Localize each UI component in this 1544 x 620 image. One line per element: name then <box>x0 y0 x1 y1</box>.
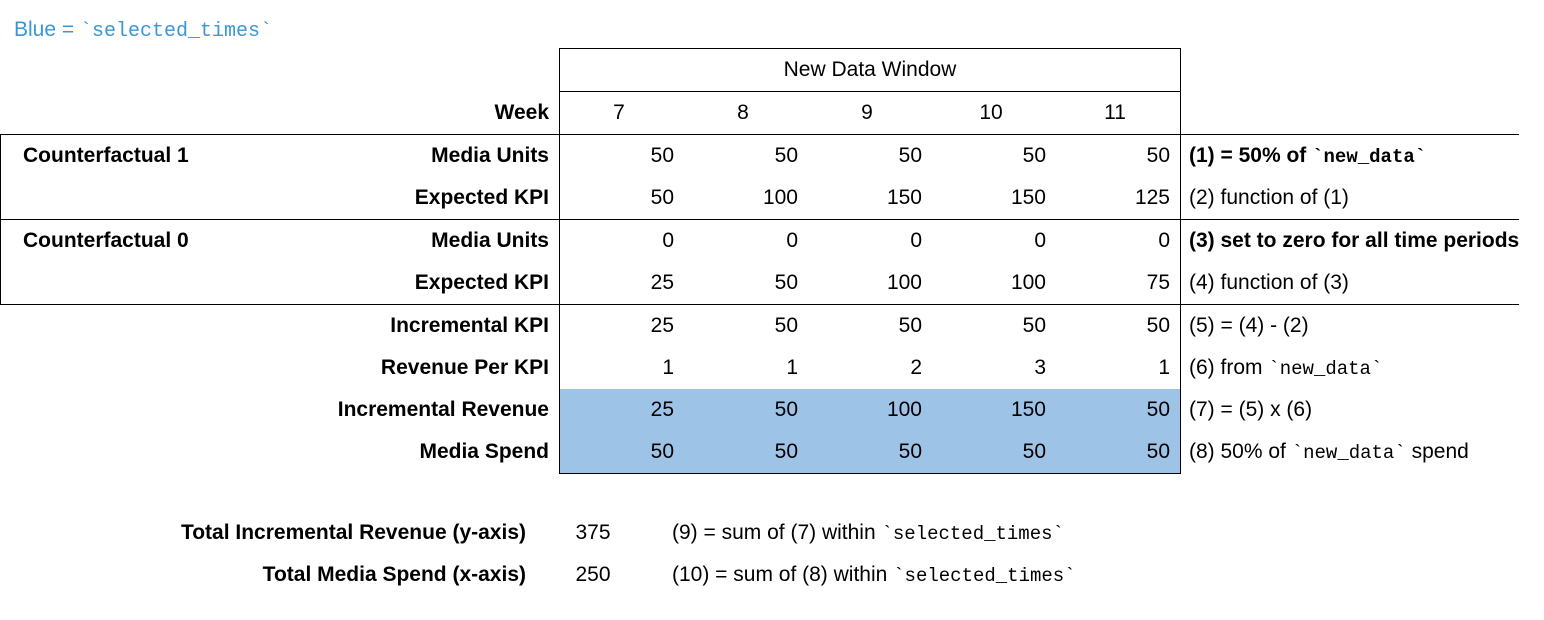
total-incremental-revenue-value: 375 <box>575 521 611 544</box>
cell-cf0-expected-kpi-w7: 25 <box>560 262 685 305</box>
row-label-incremental-revenue: Incremental Revenue <box>337 398 549 421</box>
table-row <box>1 431 1520 474</box>
group-label-spacer-derived-4 <box>1 431 274 474</box>
note-9-code: `selected_times` <box>881 523 1064 545</box>
note-2 <box>1181 177 1520 220</box>
note-2-text: (2) function of (1) <box>1189 186 1349 209</box>
spacer-note-cell <box>1181 49 1520 92</box>
total-media-spend-value: 250 <box>575 563 611 586</box>
note-3-text: (3) set to zero for all time periods <box>1189 229 1520 252</box>
cell-cf0-expected-kpi-w10: 100 <box>932 262 1056 305</box>
cell-revenue-per-kpi-w9: 2 <box>910 356 922 379</box>
note-1-code: `new_data` <box>1312 146 1427 168</box>
cell-media-spend-w10: 50 <box>932 431 1056 474</box>
row-label-media-spend: Media Spend <box>419 440 549 464</box>
note-4-text: (4) function of (3) <box>1189 271 1349 294</box>
cell-cf1-expected-kpi-w10: 150 <box>1010 186 1046 209</box>
row-label-revenue-per-kpi: Revenue Per KPI <box>380 356 549 379</box>
cell-cf0-expected-kpi-w11: 75 <box>1056 262 1181 305</box>
week-header-8: 8 <box>684 92 808 135</box>
table-row <box>1 262 1520 305</box>
cell-cf1-media-units-w11: 50 <box>1056 135 1181 178</box>
group-label-spacer-derived-1 <box>1 305 274 348</box>
note-5 <box>1181 305 1520 348</box>
cell-incremental-revenue-w7: 25 <box>560 389 685 431</box>
note-6 <box>1181 347 1520 389</box>
total-incremental-revenue-label: Total Incremental Revenue (y-axis) <box>180 521 526 544</box>
note-7 <box>1181 389 1520 431</box>
cell-media-spend-w9: 50 <box>808 431 932 474</box>
week-header-7: 7 <box>560 92 685 135</box>
table-row <box>1 177 1520 220</box>
cell-incremental-revenue-w10: 150 <box>932 389 1056 431</box>
week-header-11: 11 <box>1056 92 1181 135</box>
counterfactual-table <box>0 48 1519 474</box>
cell-cf0-media-units-w8: 0 <box>684 220 808 263</box>
cell-cf0-media-units-w11: 0 <box>1056 220 1181 263</box>
group-label-spacer-derived-2 <box>1 347 274 389</box>
legend-label: Blue = <box>14 18 80 41</box>
cell-revenue-per-kpi-w7: 1 <box>560 347 685 389</box>
cell-cf1-media-units-w9: 50 <box>808 135 932 178</box>
table-row <box>1 347 1520 389</box>
note-1-text: (1) = 50% of <box>1189 144 1313 167</box>
note-8-suffix: spend <box>1405 440 1469 464</box>
row-label-cf0-media-units: Media Units <box>273 220 560 263</box>
cell-incremental-kpi-w7: 25 <box>560 305 685 348</box>
week-label: Week <box>494 100 549 124</box>
cell-incremental-revenue-w9: 100 <box>808 389 932 431</box>
note-4 <box>1181 262 1520 305</box>
cell-cf0-media-units-w10: 0 <box>932 220 1056 263</box>
cell-cf0-media-units-w7: 0 <box>560 220 685 263</box>
note-6-text: (6) from <box>1189 356 1269 379</box>
group-label-spacer-derived-3 <box>1 389 274 431</box>
note-10-text: (10) = sum of (8) within <box>672 563 894 586</box>
table-row <box>1 389 1520 431</box>
table-header-week-row <box>1 92 1520 135</box>
table-header-window-row <box>1 49 1520 92</box>
cell-cf0-media-units-w9: 0 <box>808 220 932 263</box>
cell-cf1-media-units-w8: 50 <box>684 135 808 178</box>
note-10 <box>650 554 1076 596</box>
row-label-cf1-media-units: Media Units <box>273 135 560 178</box>
group-label-counterfactual-1: Counterfactual 1 <box>1 135 274 178</box>
cell-revenue-per-kpi-w10: 3 <box>1034 356 1046 379</box>
cell-incremental-kpi-w10: 50 <box>1022 314 1046 337</box>
week-header-10: 10 <box>932 92 1056 135</box>
spacer-group-cell <box>1 49 274 92</box>
cell-cf1-media-units-w10: 50 <box>932 135 1056 178</box>
cell-cf1-expected-kpi-w8: 100 <box>762 186 798 209</box>
note-6-code: `new_data` <box>1268 358 1383 380</box>
cell-incremental-kpi-w8: 50 <box>774 314 798 337</box>
row-label-cf1-expected-kpi: Expected KPI <box>414 186 549 209</box>
cell-cf0-expected-kpi-w9: 100 <box>808 262 932 305</box>
cell-media-spend-w8: 50 <box>684 431 808 474</box>
spacer-note-cell-2 <box>1181 92 1520 135</box>
cell-cf1-expected-kpi-w7: 50 <box>560 177 685 220</box>
totals-row-media-spend <box>0 554 1076 596</box>
cell-revenue-per-kpi-w11: 1 <box>1056 347 1181 389</box>
cell-incremental-revenue-w8: 50 <box>684 389 808 431</box>
legend <box>14 18 272 43</box>
cell-media-spend-w7: 50 <box>560 431 685 474</box>
note-9 <box>650 512 1076 554</box>
note-8-code: `new_data` <box>1291 442 1406 465</box>
table-row <box>1 135 1520 178</box>
table-row <box>1 220 1520 263</box>
group-label-spacer-cf0 <box>1 262 274 305</box>
group-label-spacer-cf1 <box>1 177 274 220</box>
total-media-spend-label: Total Media Spend (x-axis) <box>262 563 526 586</box>
cell-revenue-per-kpi-w8: 1 <box>786 356 798 379</box>
table-row <box>1 305 1520 348</box>
cell-cf1-expected-kpi-w9: 150 <box>886 186 922 209</box>
spacer-group-cell-2 <box>1 92 274 135</box>
row-label-incremental-kpi: Incremental KPI <box>390 314 549 337</box>
cell-cf0-expected-kpi-w8: 50 <box>684 262 808 305</box>
note-8 <box>1181 431 1520 474</box>
note-10-code: `selected_times` <box>893 565 1076 587</box>
note-3 <box>1181 220 1520 263</box>
cell-cf1-media-units-w7: 50 <box>560 135 685 178</box>
spacer-row-cell <box>273 49 560 92</box>
row-label-cf0-expected-kpi: Expected KPI <box>273 262 560 305</box>
group-label-counterfactual-0: Counterfactual 0 <box>1 220 274 263</box>
note-5-text: (5) = (4) - (2) <box>1189 314 1309 337</box>
totals-table <box>0 512 1076 596</box>
legend-code: `selected_times` <box>79 20 272 43</box>
note-9-text: (9) = sum of (7) within <box>672 521 882 544</box>
note-7-text: (7) = (5) x (6) <box>1189 398 1313 421</box>
note-8-text: (8) 50% of <box>1189 440 1292 464</box>
cell-media-spend-w11: 50 <box>1056 431 1181 474</box>
note-1 <box>1181 135 1520 178</box>
cell-cf1-expected-kpi-w11: 125 <box>1056 177 1181 220</box>
cell-incremental-revenue-w11: 50 <box>1056 389 1181 431</box>
totals-row-incremental-revenue <box>0 512 1076 554</box>
cell-incremental-kpi-w11: 50 <box>1056 305 1181 348</box>
new-data-window-header: New Data Window <box>560 49 1181 92</box>
cell-incremental-kpi-w9: 50 <box>898 314 922 337</box>
week-header-9: 9 <box>808 92 932 135</box>
